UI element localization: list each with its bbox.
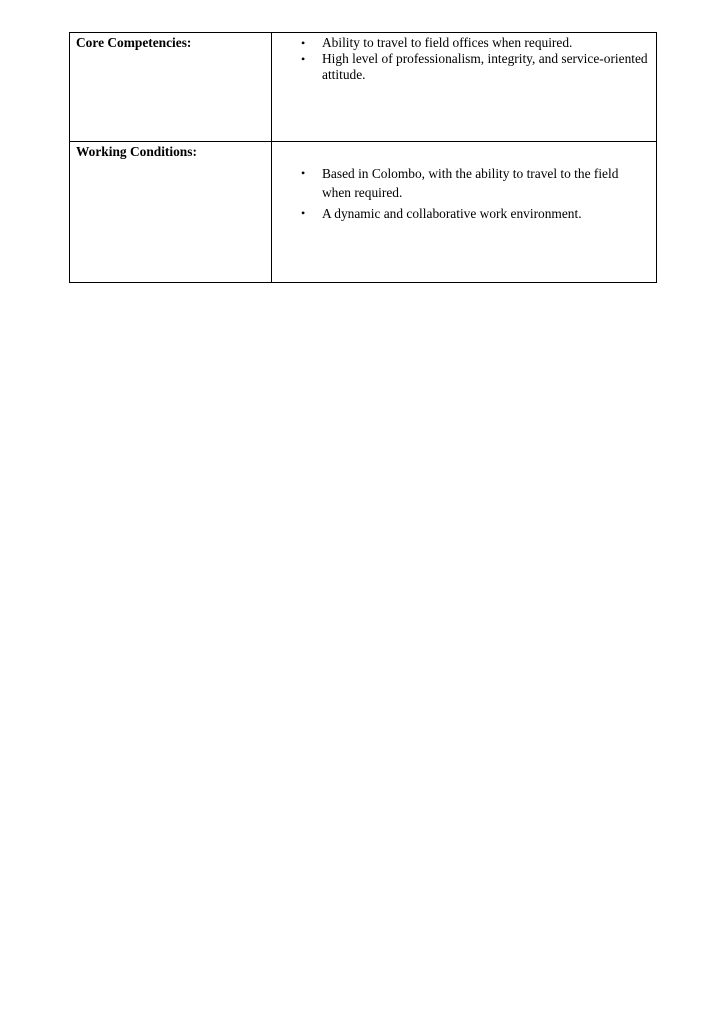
list-item [272,51,656,83]
row-label: Core Competencies: [70,33,272,142]
bullet-icon: • [301,206,306,220]
table-row-core-competencies [70,33,657,142]
job-details-table [69,32,657,283]
bullet-list [272,164,656,223]
row-content [272,33,657,142]
bullet-icon: • [301,166,306,180]
row-content [272,142,657,283]
list-item-text: Based in Colombo, with the ability to travel to the field when required. [322,166,619,200]
list-item [272,35,656,51]
bullet-icon: • [301,36,306,50]
bullet-list [272,35,656,83]
list-item-text: High level of professionalism, integrity, and service-oriented attitude. [322,51,648,82]
list-item [272,164,656,202]
bullet-icon: • [301,52,306,66]
list-item-text: A dynamic and collaborative work environment. [322,206,582,221]
list-item-text: Ability to travel to field offices when required. [322,35,573,50]
row-label: Working Conditions: [70,142,272,283]
table-row-working-conditions [70,142,657,283]
list-item [272,204,656,223]
